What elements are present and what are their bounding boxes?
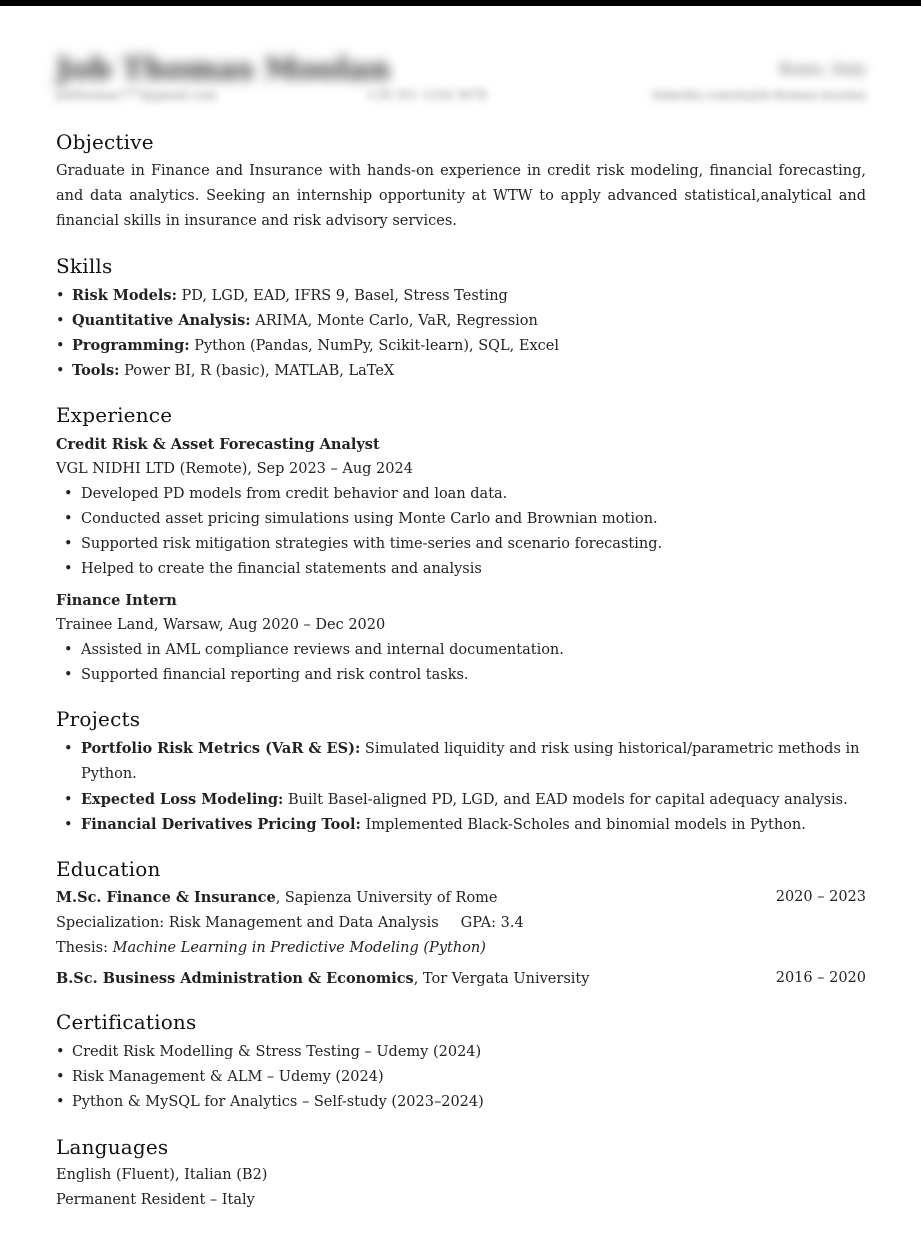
certification-item: • Risk Management & ALM – Udemy (2024) [56, 1065, 384, 1090]
bullet-icon: • [64, 561, 73, 577]
skill-item: • Risk Models: PD, LGD, EAD, IFRS 9, Basel, Stress Testing [56, 283, 508, 309]
section-title-projects: Projects [56, 707, 141, 731]
section-title-certifications: Certifications [56, 1010, 197, 1034]
skill-item: • Tools: Power BI, R (basic), MATLAB, LaTeX [56, 358, 394, 384]
skill-item: • Quantitative Analysis: ARIMA, Monte Carlo, VaR, Regression [56, 308, 538, 334]
bullet-icon: • [64, 667, 73, 683]
job-bullet: • Conducted asset pricing simulations using Monte Carlo and Brownian motion. [64, 507, 658, 532]
residency-line: Permanent Resident – Italy [56, 1192, 255, 1208]
bullet-icon: • [56, 1069, 65, 1085]
job-role: Finance Intern [56, 592, 177, 609]
bullet-icon: • [64, 536, 73, 552]
bullet-icon: • [56, 1094, 65, 1110]
bullet-icon: • [64, 642, 73, 658]
bullet-icon: • [64, 741, 73, 757]
section-title-skills: Skills [56, 254, 113, 278]
education-msc-spec: Specialization: Risk Management and Data Analysis GPA: 3.4 [56, 915, 524, 931]
contact-email[interactable]: jobthomas777@gmail.com [56, 88, 218, 102]
education-bsc: B.Sc. Business Administration & Economics, Tor Vergata University [56, 970, 590, 987]
bullet-icon: • [56, 363, 65, 379]
job-role: Credit Risk & Asset Forecasting Analyst [56, 436, 380, 453]
section-title-education: Education [56, 857, 161, 881]
certification-item: • Python & MySQL for Analytics – Self-study (2023–2024) [56, 1090, 484, 1115]
bullet-icon: • [56, 338, 65, 354]
project-item: • Financial Derivatives Pricing Tool: Implemented Black-Scholes and binomial models in Python. [64, 812, 806, 838]
section-title-objective: Objective [56, 130, 154, 154]
candidate-location: Rome, Italy [778, 60, 866, 78]
certification-item: • Credit Risk Modelling & Stress Testing – Udemy (2024) [56, 1040, 481, 1065]
top-edge-bar [0, 0, 921, 6]
section-title-languages: Languages [56, 1135, 169, 1159]
bullet-icon: • [64, 511, 73, 527]
project-item: • Portfolio Risk Metrics (VaR & ES): Simulated liquidity and risk using historical/parametric methods in Python. [64, 736, 874, 787]
education-bsc-years: 2016 – 2020 [775, 970, 866, 986]
bullet-icon: • [56, 1044, 65, 1060]
bullet-icon: • [56, 313, 65, 329]
job-bullet: • Helped to create the financial statements and analysis [64, 557, 482, 582]
job-org: VGL NIDHI LTD (Remote), Sep 2023 – Aug 2024 [56, 461, 413, 477]
project-item: • Expected Loss Modeling: Built Basel-aligned PD, LGD, and EAD models for capital adequacy analysis. [64, 787, 848, 813]
education-msc-years: 2020 – 2023 [775, 889, 866, 905]
education-msc-thesis: Thesis: Machine Learning in Predictive Modeling (Python) [56, 940, 486, 956]
languages-line: English (Fluent), Italian (B2) [56, 1167, 268, 1183]
candidate-name: Job Thomas Moolan [56, 52, 391, 87]
job-bullet: • Supported risk mitigation strategies with time-series and scenario forecasting. [64, 532, 662, 557]
job-bullet: • Developed PD models from credit behavior and loan data. [64, 482, 507, 507]
bullet-icon: • [64, 817, 73, 833]
bullet-icon: • [56, 288, 65, 304]
job-bullet: • Assisted in AML compliance reviews and internal documentation. [64, 638, 564, 663]
job-bullet: • Supported financial reporting and risk control tasks. [64, 663, 469, 688]
contact-linkedin[interactable]: linkedin.com/in/job-thomas-moolan [652, 88, 866, 102]
section-title-experience: Experience [56, 403, 173, 427]
objective-text: Graduate in Finance and Insurance with hands-on experience in credit risk modeling, financial forecasting, and data analytics. Seeking an internship opportunity at WTW to apply advanced statistical,analytical and financial skills in insurance and risk advisory services. [56, 163, 866, 229]
skill-item: • Programming: Python (Pandas, NumPy, Scikit-learn), SQL, Excel [56, 333, 559, 359]
education-msc: M.Sc. Finance & Insurance, Sapienza University of Rome [56, 889, 498, 906]
bullet-icon: • [64, 792, 73, 808]
job-org: Trainee Land, Warsaw, Aug 2020 – Dec 2020 [56, 617, 386, 633]
contact-phone: +39 351 1234 5678 [366, 88, 487, 102]
bullet-icon: • [64, 486, 73, 502]
